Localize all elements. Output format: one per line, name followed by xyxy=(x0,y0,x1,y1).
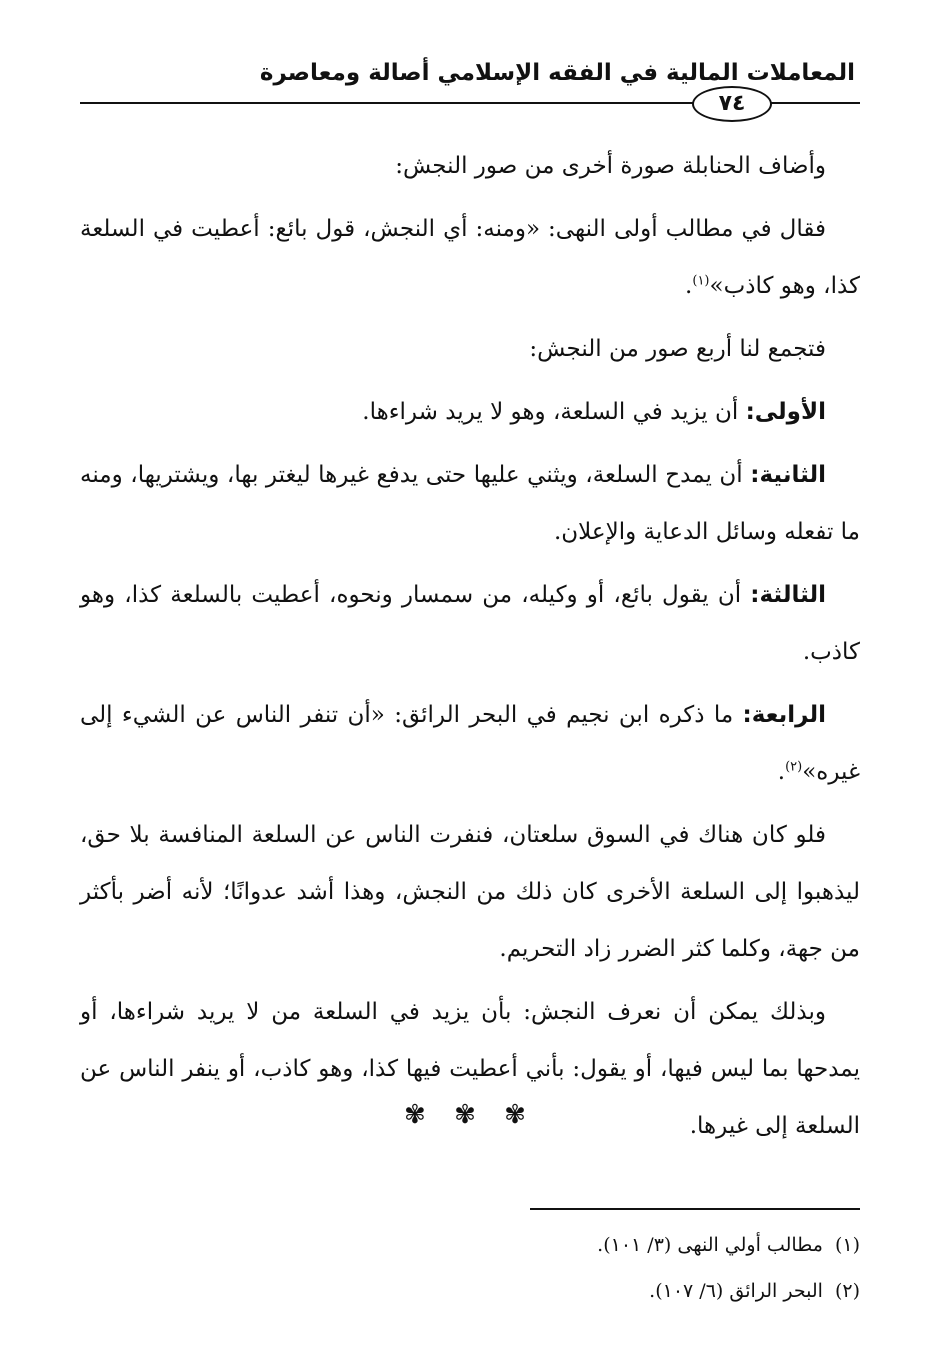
section-ornament: ✾ ✾ ✾ xyxy=(404,1100,536,1130)
paragraph-text: أن يزيد في السلعة، وهو لا يريد شراءها. xyxy=(362,399,746,425)
list-term: الثانية: xyxy=(750,462,826,488)
paragraph-text: أن يقول بائع، أو وكيله، من سمسار ونحوه، أعطيت بالسلعة كذا، وهو كاذب. xyxy=(80,582,860,665)
paragraph-text: وأضاف الحنابلة صورة أخرى من صور النجش: xyxy=(395,153,826,179)
footnote-number: (١) xyxy=(834,1234,860,1256)
page-number: ٧٤ xyxy=(692,86,772,122)
paragraph xyxy=(80,447,860,561)
paragraph-end: . xyxy=(777,759,786,785)
paragraph xyxy=(80,138,860,195)
paragraph-text: فتجمع لنا أربع صور من النجش: xyxy=(529,336,826,362)
page-header xyxy=(80,60,860,120)
footnote-ref: (٢) xyxy=(785,759,803,775)
paragraph-end: . xyxy=(685,273,693,299)
running-title: المعاملات المالية في الفقه الإسلامي أصالة ومعاصرة xyxy=(259,60,855,86)
footnote-ref: (١) xyxy=(692,273,710,289)
paragraph-text: فلو كان هناك في السوق سلعتان، فنفرت الناس عن السلعة المنافسة بلا حق، ليذهبوا إلى السلعة الأخرى كان ذلك من النجش، وهذا أشد عدوانًا؛ لأنه أضر بأكثر من جهة، وكلما كثر الضرر زاد التحريم. xyxy=(80,822,860,962)
paragraph-text: وبذلك يمكن أن نعرف النجش: بأن يزيد في السلعة من لا يريد شراءها، أو يمدحها بما ليس فيها، أو يقول: بأني أعطيت فيها كذا، وهو كاذب، أو ينفر الناس عن السلعة إلى غيرها. xyxy=(80,999,860,1139)
footnote-text: البحر الرائق (٦/ ١٠٧). xyxy=(649,1280,823,1302)
paragraph-text: فقال في مطالب أولى النهى: «ومنه: أي النجش، قول بائع: أعطيت في السلعة كذا، وهو كاذب» xyxy=(80,216,860,299)
paragraph xyxy=(80,201,860,315)
paragraph xyxy=(80,321,860,378)
footnotes xyxy=(80,1222,860,1314)
footnote-number: (٢) xyxy=(834,1280,860,1302)
body-text xyxy=(80,138,860,1161)
list-term: الأولى: xyxy=(745,399,826,425)
paragraph xyxy=(80,807,860,978)
footnote xyxy=(80,1268,860,1314)
footnote-rule xyxy=(530,1208,860,1210)
footnote-text: مطالب أولي النهى (٣/ ١٠١). xyxy=(597,1234,823,1256)
paragraph xyxy=(80,567,860,681)
list-term: الثالثة: xyxy=(750,582,826,608)
book-page xyxy=(80,50,860,1320)
list-term: الرابعة: xyxy=(742,702,827,728)
footnote xyxy=(80,1222,860,1268)
paragraph xyxy=(80,384,860,441)
paragraph xyxy=(80,687,860,801)
paragraph-text: أن يمدح السلعة، ويثني عليها حتى يدفع غيرها ليغتر بها، ويشتريها، ومنه ما تفعله وسائل الدعاية والإعلان. xyxy=(80,462,860,545)
paragraph-text: ما ذكره ابن نجيم في البحر الرائق: «أن تنفر الناس عن الشيء إلى غيره» xyxy=(80,702,860,785)
